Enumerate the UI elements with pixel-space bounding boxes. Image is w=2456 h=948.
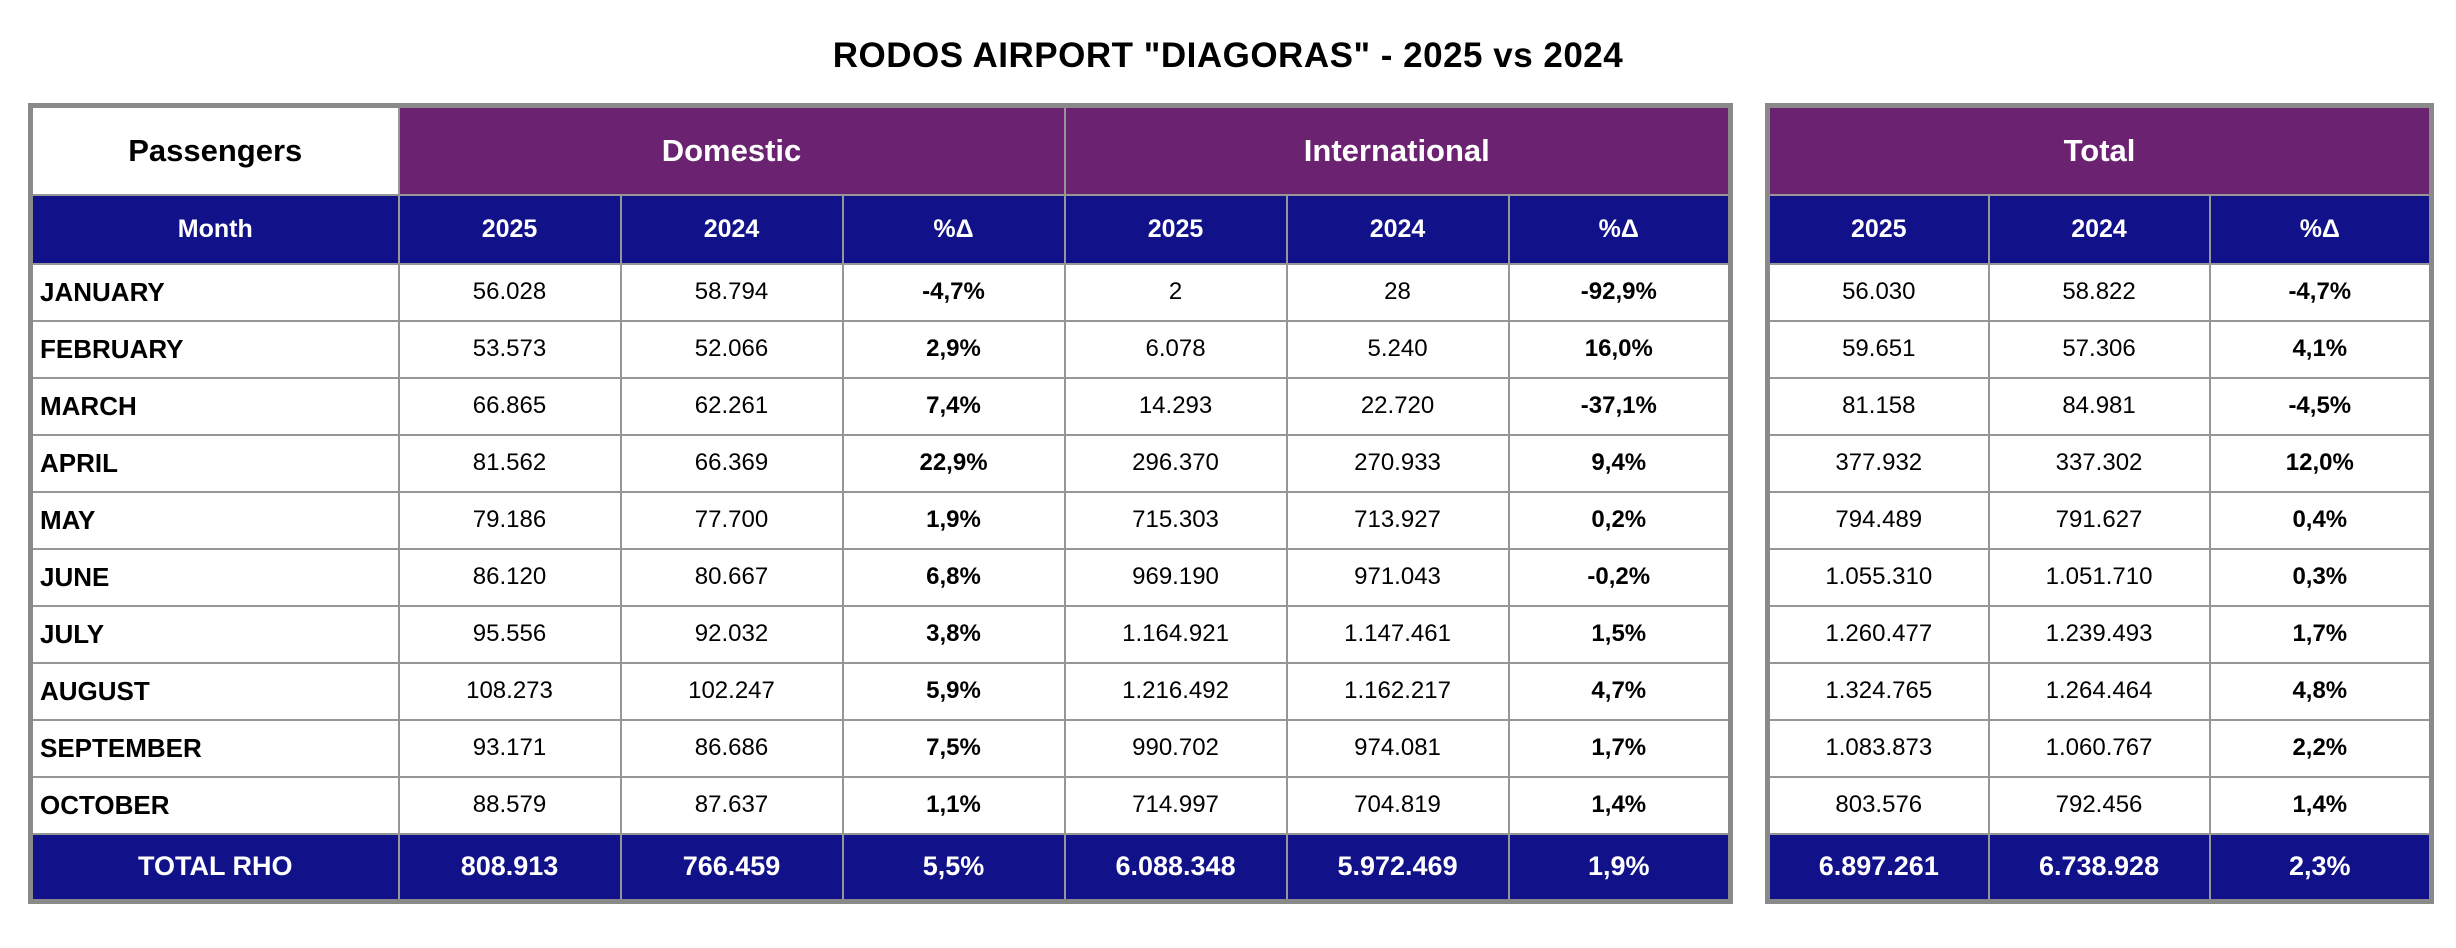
- total-row: [1768, 834, 2432, 902]
- domestic-pct-cell: -4,7%: [843, 264, 1065, 321]
- tables-container: [28, 103, 2434, 904]
- international-2024-cell: 1.162.217: [1287, 663, 1509, 720]
- total-2024-cell: 1.060.767: [1989, 720, 2210, 777]
- international-2024-header: 2024: [1287, 195, 1509, 264]
- international-pct-cell: 1,7%: [1509, 720, 1731, 777]
- group-header-row: [1768, 106, 2432, 195]
- table-row: [1768, 264, 2432, 321]
- international-2024-cell: 5.240: [1287, 321, 1509, 378]
- table-row: [31, 264, 1731, 321]
- international-pct-cell: 1,5%: [1509, 606, 1731, 663]
- table-row: [31, 321, 1731, 378]
- total-table: [1765, 103, 2434, 904]
- international-2025-cell: 296.370: [1065, 435, 1287, 492]
- international-pct-cell: -37,1%: [1509, 378, 1731, 435]
- page-title: RODOS AIRPORT "DIAGORAS" - 2025 vs 2024: [832, 36, 1624, 75]
- month-cell: JANUARY: [31, 264, 399, 321]
- total-2025-cell: 1.260.477: [1768, 606, 1989, 663]
- domestic-group-header: Domestic: [399, 106, 1065, 195]
- total-2024-cell: 791.627: [1989, 492, 2210, 549]
- total-2025-cell: 1.055.310: [1768, 549, 1989, 606]
- total-pct-cell: 1,7%: [2210, 606, 2432, 663]
- total-2025-cell: 794.489: [1768, 492, 1989, 549]
- domestic-2024-header: 2024: [621, 195, 843, 264]
- domestic-pct-cell: 5,9%: [843, 663, 1065, 720]
- table-row: [31, 606, 1731, 663]
- total-2025-cell: 56.030: [1768, 264, 1989, 321]
- domestic-pct-cell: 22,9%: [843, 435, 1065, 492]
- total-pct-cell: -4,5%: [2210, 378, 2432, 435]
- table-row: [1768, 492, 2432, 549]
- sub-header-row: [1768, 195, 2432, 264]
- domestic-2024-cell: 77.700: [621, 492, 843, 549]
- domestic-2024-cell: 62.261: [621, 378, 843, 435]
- domestic-pct-cell: 7,5%: [843, 720, 1065, 777]
- total-2025-grand-cell: 6.897.261: [1768, 834, 1989, 902]
- international-2024-cell: 971.043: [1287, 549, 1509, 606]
- total-pct-delta-header: %Δ: [2210, 195, 2432, 264]
- total-group-header: Total: [1768, 106, 2432, 195]
- total-pct-cell: 4,1%: [2210, 321, 2432, 378]
- sub-header-row: [31, 195, 1731, 264]
- month-cell: OCTOBER: [31, 777, 399, 834]
- international-2025-cell: 969.190: [1065, 549, 1287, 606]
- domestic-2024-cell: 86.686: [621, 720, 843, 777]
- total-2025-cell: 1.083.873: [1768, 720, 1989, 777]
- international-2025-cell: 14.293: [1065, 378, 1287, 435]
- total-2025-cell: 803.576: [1768, 777, 1989, 834]
- domestic-2024-cell: 52.066: [621, 321, 843, 378]
- domestic-2024-cell: 80.667: [621, 549, 843, 606]
- international-2024-cell: 22.720: [1287, 378, 1509, 435]
- domestic-pct-total-cell: 5,5%: [843, 834, 1065, 902]
- domestic-2025-cell: 86.120: [399, 549, 621, 606]
- domestic-2024-cell: 87.637: [621, 777, 843, 834]
- total-2024-cell: 57.306: [1989, 321, 2210, 378]
- total-2025-cell: 59.651: [1768, 321, 1989, 378]
- international-2024-cell: 704.819: [1287, 777, 1509, 834]
- international-pct-delta-header: %Δ: [1509, 195, 1731, 264]
- international-2024-cell: 713.927: [1287, 492, 1509, 549]
- total-2024-cell: 1.239.493: [1989, 606, 2210, 663]
- total-pct-grand-cell: 2,3%: [2210, 834, 2432, 902]
- total-2024-cell: 337.302: [1989, 435, 2210, 492]
- international-2025-cell: 6.078: [1065, 321, 1287, 378]
- table-row: [31, 549, 1731, 606]
- table-row: [31, 663, 1731, 720]
- total-pct-cell: 1,4%: [2210, 777, 2432, 834]
- table-row: [31, 492, 1731, 549]
- international-pct-cell: 4,7%: [1509, 663, 1731, 720]
- passengers-header: Passengers: [31, 106, 399, 195]
- international-pct-cell: -0,2%: [1509, 549, 1731, 606]
- table-row: [1768, 777, 2432, 834]
- month-cell: JULY: [31, 606, 399, 663]
- domestic-2025-header: 2025: [399, 195, 621, 264]
- domestic-2024-cell: 66.369: [621, 435, 843, 492]
- total-2024-cell: 84.981: [1989, 378, 2210, 435]
- international-pct-cell: 0,2%: [1509, 492, 1731, 549]
- table-row: [1768, 321, 2432, 378]
- domestic-2025-cell: 81.562: [399, 435, 621, 492]
- total-2025-cell: 1.324.765: [1768, 663, 1989, 720]
- domestic-pct-cell: 2,9%: [843, 321, 1065, 378]
- domestic-pct-cell: 6,8%: [843, 549, 1065, 606]
- domestic-pct-cell: 1,1%: [843, 777, 1065, 834]
- month-cell: FEBRUARY: [31, 321, 399, 378]
- domestic-2025-cell: 56.028: [399, 264, 621, 321]
- total-2024-cell: 792.456: [1989, 777, 2210, 834]
- domestic-pct-delta-header: %Δ: [843, 195, 1065, 264]
- table-row: [1768, 378, 2432, 435]
- table-row: [31, 378, 1731, 435]
- total-pct-cell: 0,3%: [2210, 549, 2432, 606]
- table-row: [31, 720, 1731, 777]
- month-cell: JUNE: [31, 549, 399, 606]
- month-cell: APRIL: [31, 435, 399, 492]
- domestic-2024-cell: 58.794: [621, 264, 843, 321]
- domestic-2024-total-cell: 766.459: [621, 834, 843, 902]
- total-2024-cell: 58.822: [1989, 264, 2210, 321]
- domestic-2025-cell: 53.573: [399, 321, 621, 378]
- passengers-table: [28, 103, 1733, 904]
- international-2025-total-cell: 6.088.348: [1065, 834, 1287, 902]
- domestic-2025-cell: 79.186: [399, 492, 621, 549]
- total-rho-label: TOTAL RHO: [31, 834, 399, 902]
- total-2024-cell: 1.264.464: [1989, 663, 2210, 720]
- total-2024-cell: 1.051.710: [1989, 549, 2210, 606]
- domestic-2025-total-cell: 808.913: [399, 834, 621, 902]
- domestic-2025-cell: 108.273: [399, 663, 621, 720]
- total-2025-cell: 81.158: [1768, 378, 1989, 435]
- international-2025-header: 2025: [1065, 195, 1287, 264]
- total-2025-header: 2025: [1768, 195, 1989, 264]
- international-pct-total-cell: 1,9%: [1509, 834, 1731, 902]
- month-cell: AUGUST: [31, 663, 399, 720]
- total-pct-cell: 12,0%: [2210, 435, 2432, 492]
- table-row: [1768, 663, 2432, 720]
- group-header-row: [31, 106, 1731, 195]
- international-2025-cell: 714.997: [1065, 777, 1287, 834]
- domestic-pct-cell: 1,9%: [843, 492, 1065, 549]
- month-cell: MARCH: [31, 378, 399, 435]
- month-column-header: Month: [31, 195, 399, 264]
- table-row: [31, 435, 1731, 492]
- table-row: [1768, 435, 2432, 492]
- table-row: [1768, 720, 2432, 777]
- international-2024-cell: 270.933: [1287, 435, 1509, 492]
- total-pct-cell: 2,2%: [2210, 720, 2432, 777]
- domestic-2025-cell: 66.865: [399, 378, 621, 435]
- international-2025-cell: 1.164.921: [1065, 606, 1287, 663]
- international-pct-cell: -92,9%: [1509, 264, 1731, 321]
- total-row: [31, 834, 1731, 902]
- table-row: [1768, 549, 2432, 606]
- month-cell: SEPTEMBER: [31, 720, 399, 777]
- international-2024-cell: 1.147.461: [1287, 606, 1509, 663]
- table-row: [1768, 606, 2432, 663]
- domestic-2025-cell: 95.556: [399, 606, 621, 663]
- international-2025-cell: 990.702: [1065, 720, 1287, 777]
- international-2024-total-cell: 5.972.469: [1287, 834, 1509, 902]
- domestic-2024-cell: 102.247: [621, 663, 843, 720]
- international-pct-cell: 1,4%: [1509, 777, 1731, 834]
- total-2025-cell: 377.932: [1768, 435, 1989, 492]
- domestic-2025-cell: 93.171: [399, 720, 621, 777]
- domestic-2024-cell: 92.032: [621, 606, 843, 663]
- domestic-pct-cell: 3,8%: [843, 606, 1065, 663]
- domestic-pct-cell: 7,4%: [843, 378, 1065, 435]
- international-2024-cell: 28: [1287, 264, 1509, 321]
- international-pct-cell: 9,4%: [1509, 435, 1731, 492]
- international-2025-cell: 1.216.492: [1065, 663, 1287, 720]
- table-row: [31, 777, 1731, 834]
- month-cell: MAY: [31, 492, 399, 549]
- domestic-2025-cell: 88.579: [399, 777, 621, 834]
- international-pct-cell: 16,0%: [1509, 321, 1731, 378]
- international-2025-cell: 715.303: [1065, 492, 1287, 549]
- international-group-header: International: [1065, 106, 1731, 195]
- international-2025-cell: 2: [1065, 264, 1287, 321]
- total-2024-grand-cell: 6.738.928: [1989, 834, 2210, 902]
- international-2024-cell: 974.081: [1287, 720, 1509, 777]
- total-pct-cell: 0,4%: [2210, 492, 2432, 549]
- total-2024-header: 2024: [1989, 195, 2210, 264]
- total-pct-cell: 4,8%: [2210, 663, 2432, 720]
- total-pct-cell: -4,7%: [2210, 264, 2432, 321]
